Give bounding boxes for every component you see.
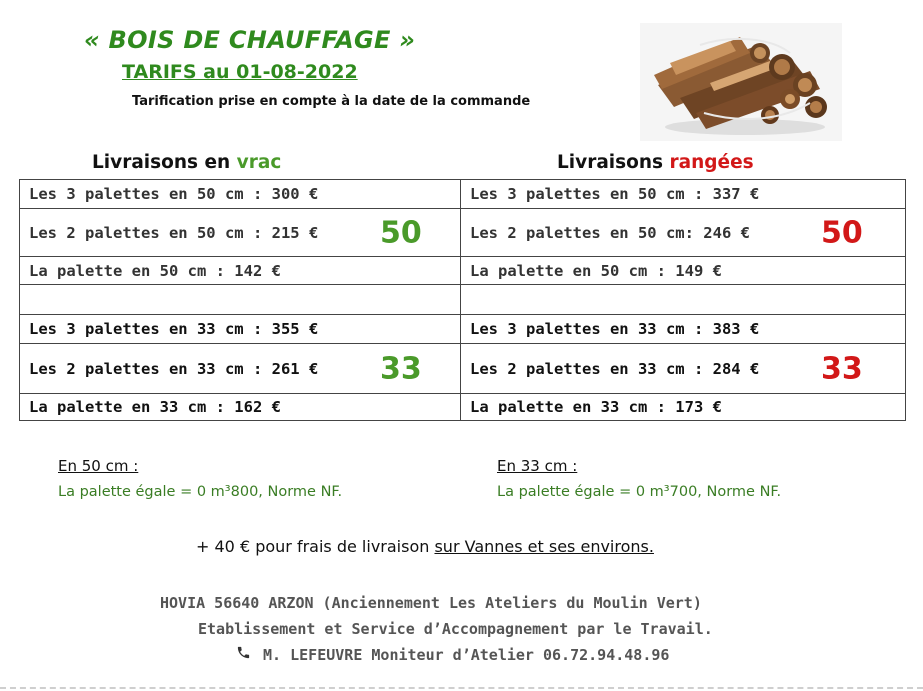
phone-icon [236, 645, 254, 664]
stacked-delivery-prefix: Livraisons [557, 152, 664, 173]
table-row [20, 285, 906, 315]
size-badge-50: 50 [821, 215, 863, 250]
document-title: « BOIS DE CHAUFFAGE » [84, 26, 416, 54]
bulk-delivery-highlight: vrac [236, 152, 282, 173]
price-cell: La palette en 33 cm : 173 € [461, 394, 906, 421]
info-33-label: En 33 cm : [497, 457, 578, 475]
price-text: Les 2 palettes en 33 cm : 261 € [29, 359, 319, 378]
bulk-delivery-heading [92, 152, 281, 173]
price-cell: La palette en 33 cm : 162 € [20, 394, 461, 421]
price-text: Les 2 palettes en 50 cm : 215 € [29, 223, 319, 242]
price-cell: Les 3 palettes en 50 cm : 300 € [20, 180, 461, 209]
contact-text: M. LEFEUVRE Moniteur d’Atelier 06.72.94.48.96 [263, 646, 670, 664]
tariff-date: TARIFS au 01-08-2022 [122, 61, 358, 83]
info-50-text: La palette égale = 0 m³800, Norme NF. [58, 484, 343, 500]
firewood-photo [640, 23, 842, 141]
delivery-fee [196, 537, 654, 556]
bottom-divider [0, 687, 923, 689]
price-cell [20, 344, 461, 394]
footer-organization: HOVIA 56640 ARZON (Anciennement Les Ateliers du Moulin Vert) [160, 594, 702, 612]
price-cell [20, 209, 461, 257]
pricing-note: Tarification prise en compte à la date de la commande [132, 94, 531, 109]
delivery-area: sur Vannes et ses environs. [434, 537, 654, 556]
price-cell: Les 3 palettes en 50 cm : 337 € [461, 180, 906, 209]
size-badge-33: 33 [380, 351, 422, 386]
table-row [20, 180, 906, 209]
table-row [20, 315, 906, 344]
table-row [20, 394, 906, 421]
price-cell [461, 344, 906, 394]
stacked-delivery-highlight: rangées [669, 152, 754, 173]
delivery-fee-prefix: + 40 € pour frais de livraison [196, 537, 430, 556]
info-50-label: En 50 cm : [58, 457, 139, 475]
info-33-text: La palette égale = 0 m³700, Norme NF. [497, 484, 782, 500]
stacked-delivery-heading [557, 152, 754, 173]
table-row [20, 257, 906, 285]
size-badge-33: 33 [821, 351, 863, 386]
table-row [20, 344, 906, 394]
price-cell: La palette en 50 cm : 149 € [461, 257, 906, 285]
bulk-delivery-prefix: Livraisons en [92, 152, 231, 173]
footer-contact [236, 645, 669, 664]
price-text: Les 2 palettes en 33 cm : 284 € [470, 359, 760, 378]
size-badge-50: 50 [380, 215, 422, 250]
price-text: Les 2 palettes en 50 cm: 246 € [470, 223, 750, 242]
empty-cell [461, 285, 906, 315]
price-table [19, 179, 906, 421]
price-cell [461, 209, 906, 257]
price-cell: Les 3 palettes en 33 cm : 383 € [461, 315, 906, 344]
price-cell: Les 3 palettes en 33 cm : 355 € [20, 315, 461, 344]
footer-establishment: Etablissement et Service d’Accompagnement par le Travail. [198, 620, 713, 638]
price-cell: La palette en 50 cm : 142 € [20, 257, 461, 285]
table-row [20, 209, 906, 257]
empty-cell [20, 285, 461, 315]
